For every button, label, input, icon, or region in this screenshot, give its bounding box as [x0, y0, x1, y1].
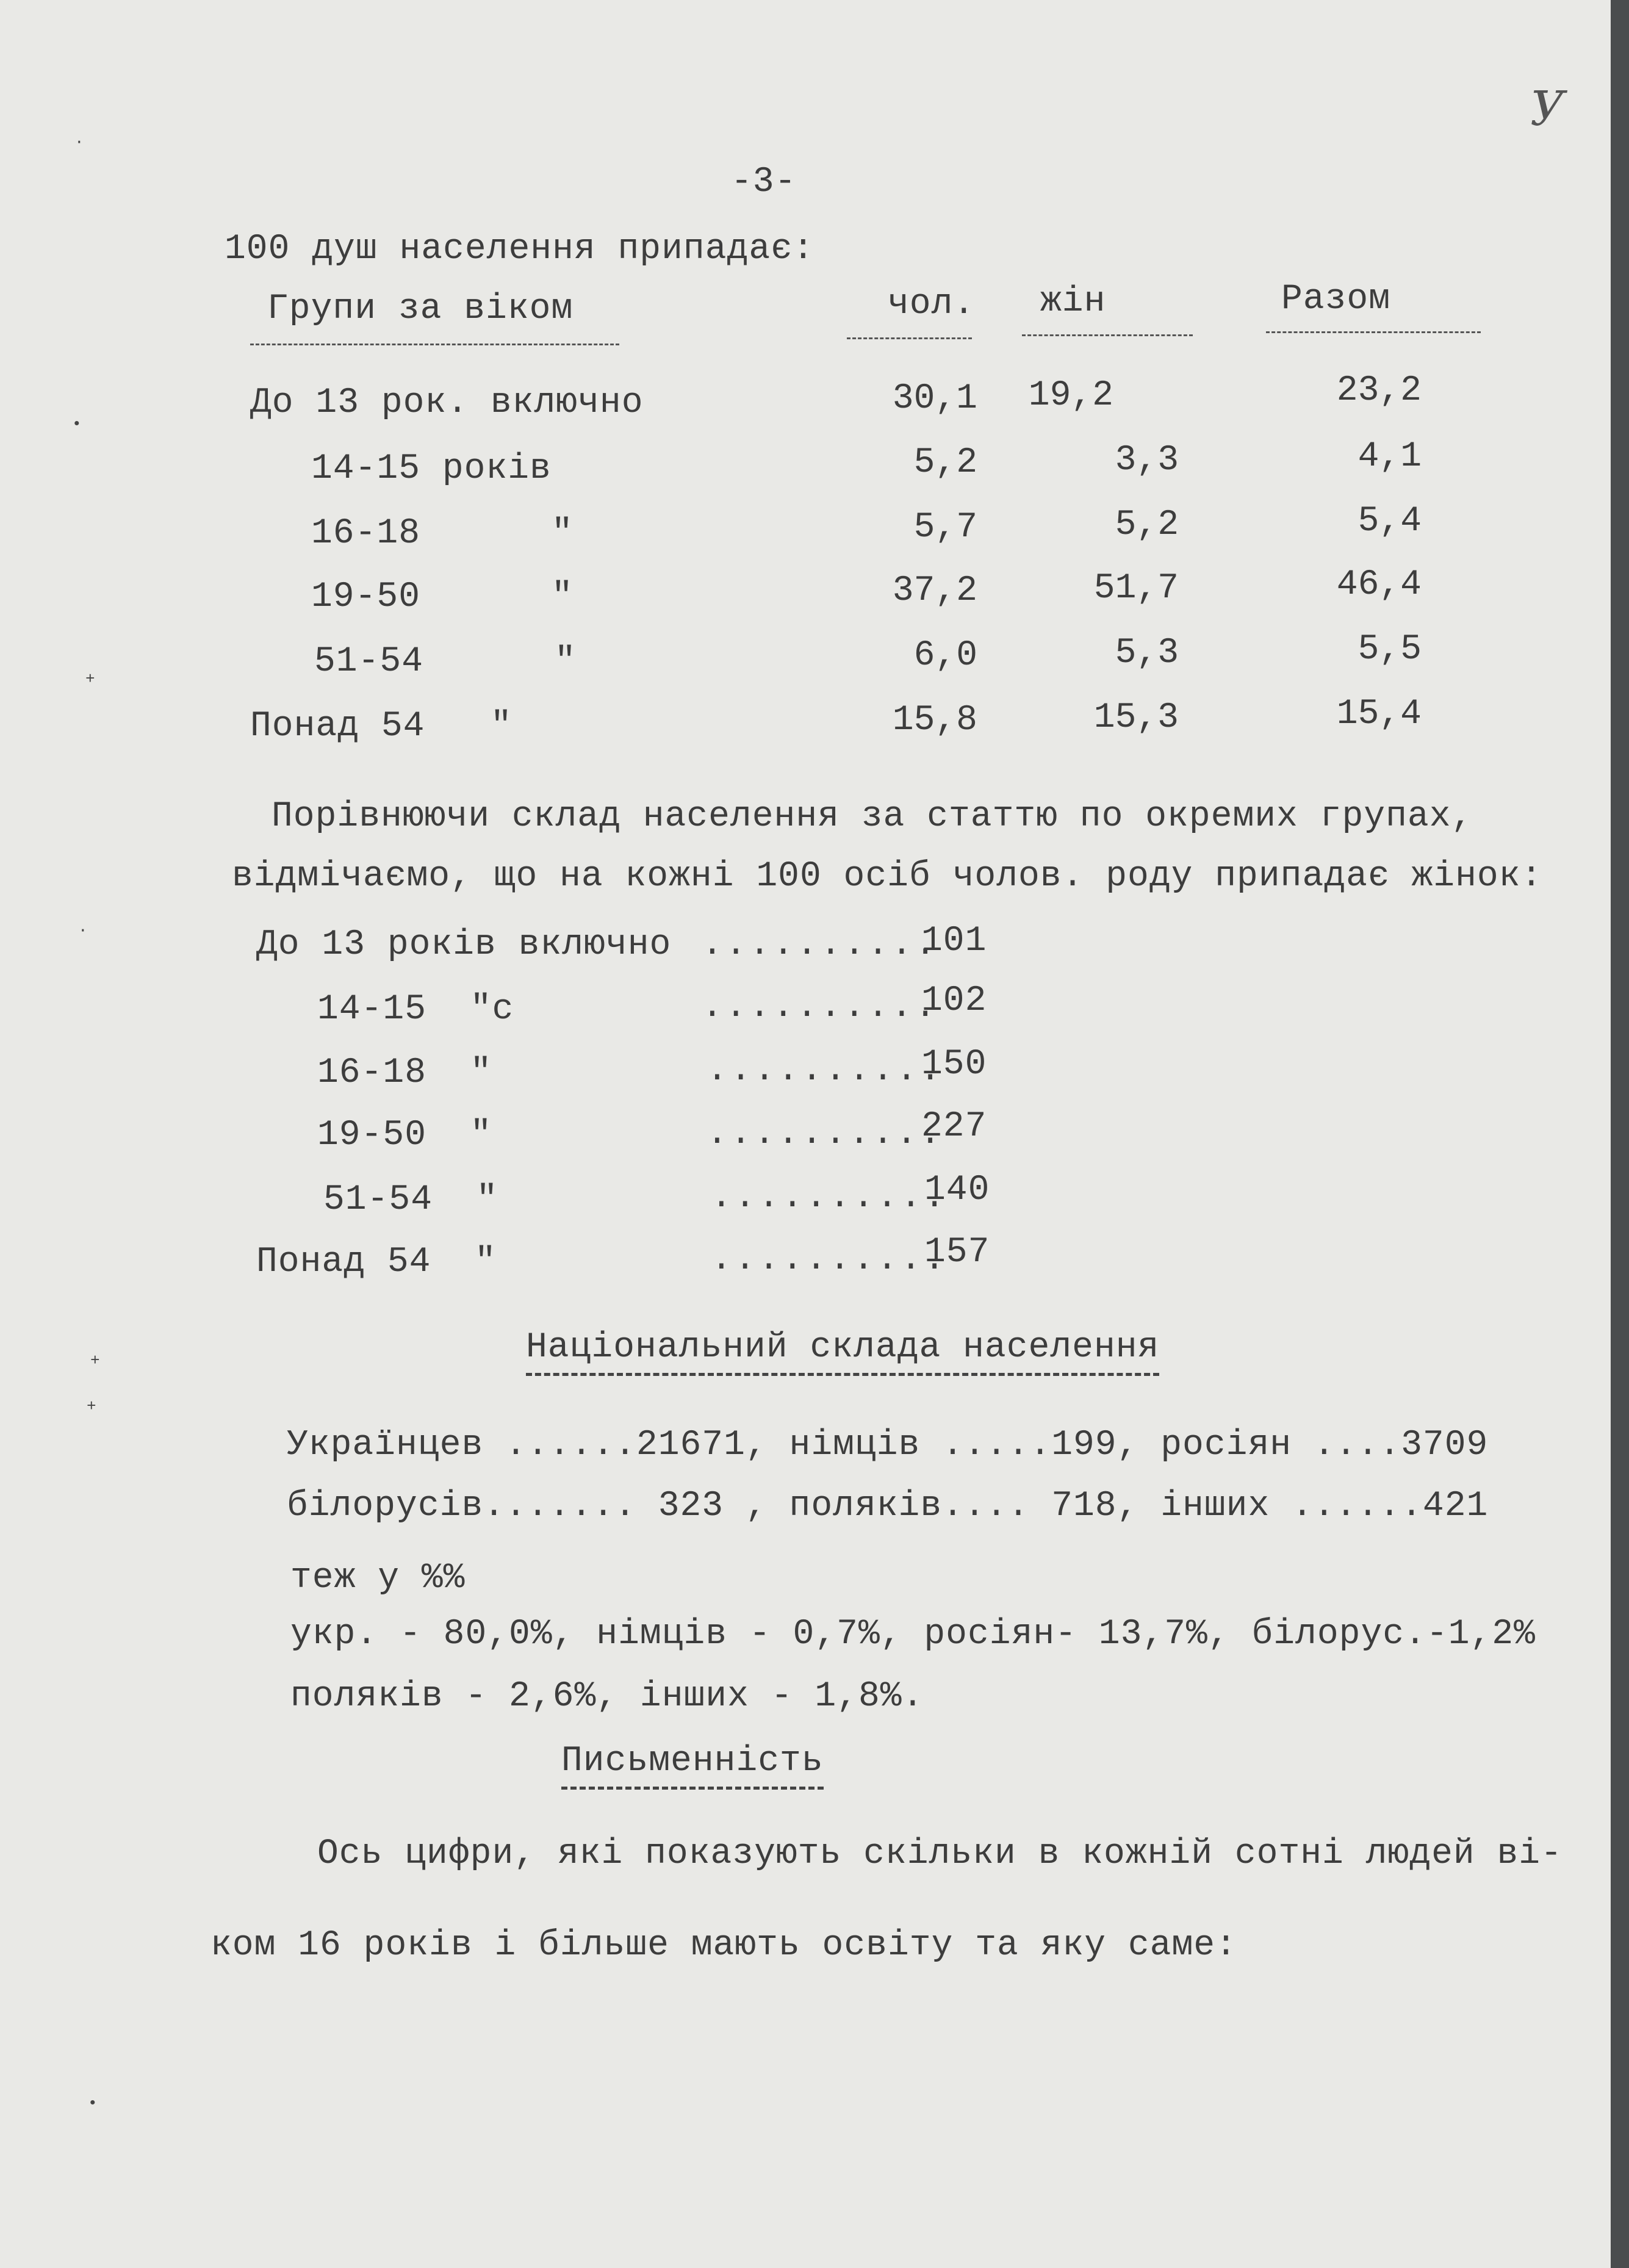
ratio-leader: ..........	[702, 925, 939, 965]
literacy-line-2: ком 16 років і більше мають освіту та яку саме:	[210, 1926, 1237, 1965]
cell-total: 4,1	[1358, 437, 1422, 477]
row-label: Понад 54 "	[250, 707, 512, 746]
header-total: Разом	[1281, 279, 1391, 319]
national-heading: Національний склада населення	[526, 1330, 1159, 1376]
cell-men: 37,2	[892, 571, 977, 611]
header-women: жін	[1040, 282, 1106, 322]
cell-women: 15,3	[1093, 698, 1179, 738]
ratio-label: 51-54 "	[323, 1180, 498, 1220]
header-age-group: Групи за віком	[267, 289, 574, 329]
ratio-label: 16-18 "	[317, 1053, 492, 1093]
header-men: чол.	[888, 284, 976, 324]
cell-men: 6,0	[913, 636, 977, 675]
cell-women: 3,3	[1115, 441, 1179, 480]
ratio-leader: ..........	[707, 1051, 944, 1090]
cell-women: 5,3	[1115, 633, 1179, 673]
ratio-label: 14-15 "с	[317, 990, 514, 1029]
header-underline	[1266, 331, 1481, 333]
margin-speck: +	[85, 670, 95, 688]
margin-speck: •	[72, 415, 82, 433]
header-underline	[1022, 334, 1193, 336]
cell-women: 19,2	[1028, 376, 1113, 416]
national-line-1: Українцев ......21671, німців .....199, росіян ....3709	[287, 1425, 1489, 1465]
row-label: 51-54 "	[314, 642, 577, 682]
national-line-2: білорусів....... 323 , поляків.... 718, інших ......421	[287, 1486, 1489, 1526]
margin-speck: •	[88, 2094, 98, 2112]
ratio-value: 102	[921, 981, 987, 1021]
cell-total: 46,4	[1336, 565, 1422, 605]
national-line-3: теж у %%	[290, 1558, 466, 1598]
margin-speck: +	[87, 1397, 96, 1416]
row-label: 14-15 років	[311, 449, 552, 489]
national-line-4: укр. - 80,0%, німців - 0,7%, росіян- 13,7%, білорус.-1,2%	[290, 1615, 1536, 1654]
cell-men: 5,7	[913, 508, 977, 547]
cell-men: 15,8	[892, 700, 977, 740]
ratio-value: 227	[921, 1107, 987, 1147]
cell-total: 15,4	[1336, 694, 1422, 734]
literacy-heading: Письменність	[561, 1744, 824, 1790]
row-label: 16-18 "	[311, 514, 574, 553]
ratio-leader: ..........	[707, 1114, 944, 1154]
ratio-label: 19-50 "	[317, 1115, 492, 1155]
comparison-line-2: відмічаємо, що на кожні 100 осіб чолов. роду припадає жінок:	[232, 857, 1543, 896]
ratio-value: 140	[924, 1170, 990, 1210]
cell-women: 51,7	[1093, 569, 1179, 608]
ratio-label: Понад 54 "	[256, 1242, 497, 1282]
ratio-leader: ..........	[711, 1240, 948, 1280]
header-underline	[250, 344, 619, 345]
margin-speck: +	[90, 1352, 100, 1370]
row-label: До 13 рок. включно	[250, 383, 644, 423]
national-line-5: поляків - 2,6%, інших - 1,8%.	[290, 1677, 924, 1716]
cell-total: 5,4	[1358, 502, 1422, 541]
ratio-value: 157	[924, 1233, 990, 1272]
literacy-line-1: Ось цифри, які показують скільки в кожній сотні людей ві-	[317, 1834, 1562, 1874]
page-number: -3-	[731, 162, 797, 202]
header-underline	[847, 337, 972, 339]
ratio-value: 101	[921, 921, 987, 961]
ratio-leader: ..........	[711, 1178, 948, 1217]
margin-speck: ·	[78, 921, 88, 940]
handwritten-mark: У	[1530, 82, 1565, 137]
ratio-value: 150	[921, 1045, 987, 1084]
cell-women: 5,2	[1115, 505, 1179, 545]
cell-men: 5,2	[913, 443, 977, 483]
row-label: 19-50 "	[311, 577, 574, 617]
ratio-leader: ..........	[702, 987, 939, 1027]
cell-total: 23,2	[1336, 371, 1422, 411]
cell-men: 30,1	[892, 379, 977, 419]
comparison-line-1: Порівнюючи склад населення за статтю по окремих групах,	[272, 797, 1473, 837]
intro-text: 100 душ населення припадає:	[225, 229, 814, 269]
margin-speck: ·	[74, 133, 84, 151]
ratio-label: До 13 років включно	[256, 925, 672, 965]
cell-total: 5,5	[1358, 630, 1422, 669]
